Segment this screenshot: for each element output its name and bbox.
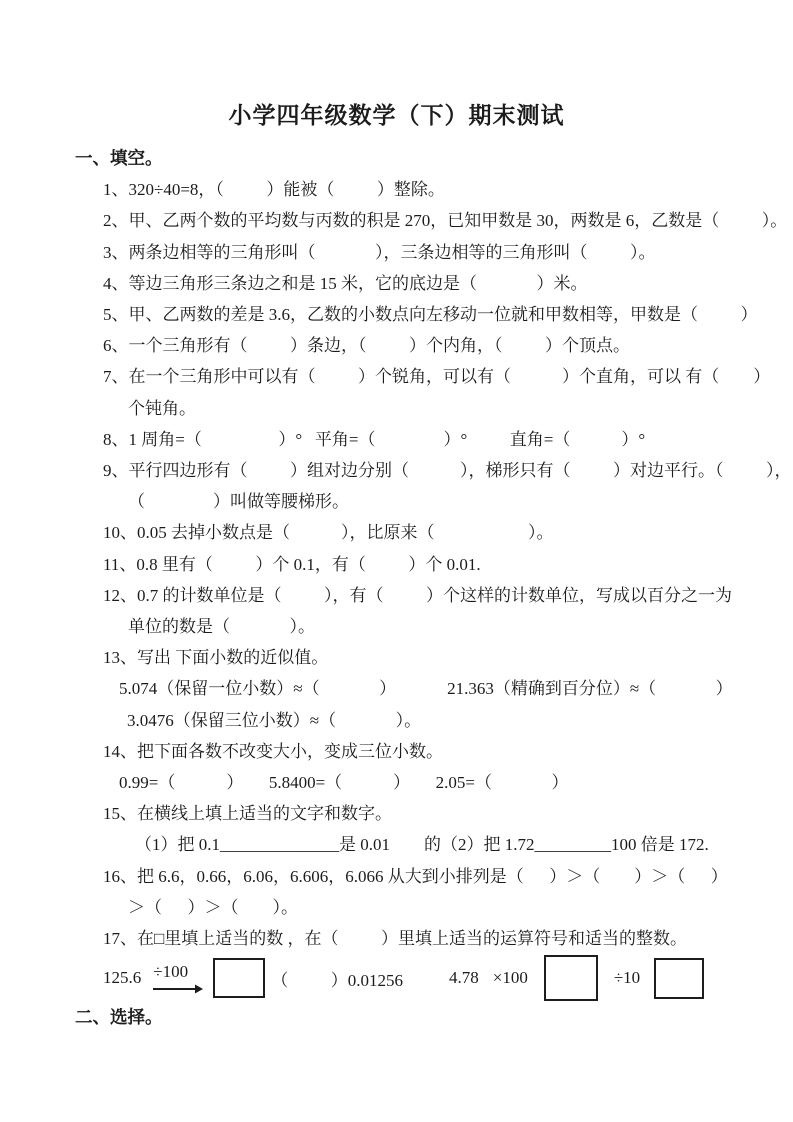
divide-by-10-operator: ÷10 (613, 968, 641, 988)
question-13: 13、写出 下面小数的近似值。 (103, 648, 329, 668)
question-1: 1、320÷40=8，（ ）能被（ ）整除。 (103, 180, 445, 200)
section-header-choice: 二、选择。 (75, 1007, 163, 1028)
question-7: 7、在一个三角形中可以有（ ）个锐角，可以有（ ）个直角，可以 有（ ） (103, 367, 771, 387)
question-16-continuation: ＞（ ）＞（ ）。 (128, 897, 298, 917)
operator-label: ÷100 (153, 962, 189, 982)
question-15-sub-a: （1）把 0.1______________是 0.01 的（2）把 1.72_________100 倍是 172. (135, 835, 709, 855)
page-title: 小学四年级数学（下）期末测试 (228, 102, 565, 128)
question-15: 15、在横线上填上适当的文字和数字。 (103, 804, 392, 824)
expression-rhs-value: 4.78 (449, 968, 479, 988)
answer-box-1 (213, 958, 265, 998)
question-2: 2、甲、乙两个数的平均数与丙数的积是 270，已知甲数是 30，两数是 6，乙数是（ ）。 (103, 211, 788, 231)
question-5: 5、甲、乙两数的差是 3.6，乙数的小数点向左移动一位就和甲数相等，甲数是（ ） (103, 305, 758, 325)
question-12-continuation: 单位的数是（ ）。 (128, 617, 315, 637)
answer-box-3 (654, 958, 704, 999)
question-8: 8、1 周角=（ ）° 平角=（ ）° 直角=（ ）° (103, 429, 646, 449)
question-12: 12、0.7 的计数单位是（ ），有（ ）个这样的计数单位，写成以百分之一为 (103, 585, 732, 605)
questions-list (0, 143, 793, 1033)
question-6: 6、一个三角形有（ ）条边，（ ）个内角，（ ）个顶点。 (103, 336, 630, 356)
section-header-fill-in: 一、填空。 (75, 148, 163, 168)
question-9-continuation: （ ）叫做等腰梯形。 (128, 492, 349, 512)
question-17: 17、在□里填上适当的数 ，在（ ）里填上适当的运算符号和适当的整数。 (103, 929, 688, 949)
divide-by-100-operator (153, 962, 203, 994)
expression-lhs-value: 125.6 (103, 968, 142, 988)
question-16: 16、把 6.6，0.66，6.06，6.606，6.066 从大到小排列是（ ）＞（ ）＞（ ） (103, 866, 728, 886)
arrow-right-icon (153, 984, 203, 994)
answer-box-2 (544, 955, 598, 1001)
question-11: 11、0.8 里有（ ）个 0.1，有（ ）个 0.01. (103, 554, 481, 574)
question-13-sub-b: 3.0476（保留三位小数）≈（ ）。 (127, 710, 422, 730)
expression-middle-parens: （ ）0.01256 (271, 970, 403, 990)
question-14: 14、把下面各数不改变大小，变成三位小数。 (103, 741, 443, 761)
question-14-sub-a: 0.99=（ ） 5.8400=（ ） 2.05=（ ） (119, 773, 569, 793)
question-7-continuation: 个钝角。 (128, 398, 196, 418)
multiply-by-100-operator: ×100 (492, 968, 528, 988)
question-9: 9、平行四边形有（ ）组对边分别（ ），梯形只有（ ）对边平行。（ ）， (103, 461, 792, 481)
question-3: 3、两条边相等的三角形叫（ ），三条边相等的三角形叫（ ）。 (103, 242, 656, 262)
question-10: 10、0.05 去掉小数点是（ ），比原来（ ）。 (103, 523, 554, 543)
question-4: 4、等边三角形三条边之和是 15 米，它的底边是（ ）米。 (103, 273, 588, 293)
question-17-expression-row (0, 954, 793, 1002)
question-13-sub-a: 5.074（保留一位小数）≈（ ） 21.363（精确到百分位）≈（ ） (119, 679, 733, 699)
